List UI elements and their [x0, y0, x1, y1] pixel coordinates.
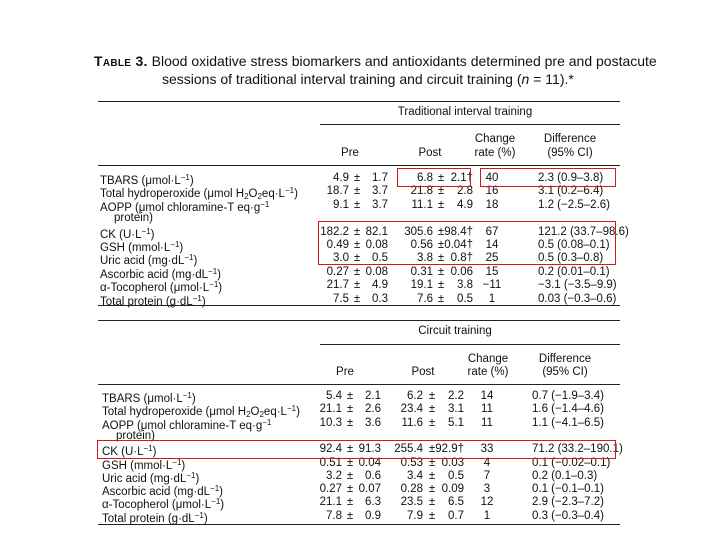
row-label: AOPP (μmol chloramine-T $eq\cdot g^{-1}$ [102, 417, 272, 432]
post-mean: 23.4 [400, 403, 423, 416]
post-sd: 0.7 [448, 509, 464, 522]
pre-plus-minus: ± [353, 172, 361, 184]
col-header-pre-traditional: Pre [341, 147, 359, 159]
pre-mean: 4.9 [333, 172, 349, 184]
difference-ci: 0.1 (−0.1–0.1) [532, 483, 604, 496]
change-rate: 7 [483, 469, 491, 482]
pre-mean: 21.7 [326, 279, 349, 292]
caption-end: ).* [559, 71, 574, 87]
pre-mean: 9.1 [333, 198, 349, 211]
row-label: α-Tocopherol $(\mu mol\cdot L^{-1})$ [102, 497, 225, 512]
post-sd: 6.5 [448, 496, 464, 509]
change-rate: 12 [480, 496, 494, 509]
post-plus-minus: ± [437, 172, 445, 184]
difference-ci: 0.7 (−1.9–3.4) [532, 390, 604, 402]
change-rate: 1 [483, 509, 491, 522]
change-rate: 4 [483, 456, 491, 469]
row-label: Ascorbic acid $(mg\cdot dL^{-1})$ [102, 484, 223, 499]
pre-sd: 0.04 [358, 456, 381, 469]
row-label: protein) [114, 212, 153, 225]
pre-sd: 1.7 [372, 172, 388, 184]
change-rate: 25 [485, 252, 499, 265]
row-label: GSH $(mmol\cdot L^{-1})$ [100, 240, 184, 254]
difference-ci: 0.2 (0.1–0.3) [532, 469, 598, 482]
post-mean: 0.56 [410, 239, 433, 251]
section-title-circuit: Circuit training [418, 325, 492, 337]
col-header-post-circuit: Post [411, 366, 435, 378]
post-mean: 21.8 [410, 185, 433, 198]
post-mean: 255.4 [394, 443, 423, 456]
pre-sd: 0.08 [365, 239, 388, 251]
pre-plus-minus: ± [346, 416, 354, 429]
post-mean: 11.6 [401, 416, 423, 429]
pre-sd: 0.9 [365, 509, 381, 522]
bottom-rule-traditional [98, 305, 620, 306]
post-sd: 2.2 [448, 390, 464, 402]
pre-plus-minus: ± [353, 252, 361, 265]
pre-plus-minus: ± [346, 496, 354, 509]
post-plus-minus: ± [428, 390, 436, 402]
pre-mean: 182.2 [320, 225, 349, 238]
pre-plus-minus: ± [353, 279, 361, 292]
section-title-traditional: Traditional interval training [397, 106, 533, 118]
table-row [0, 238, 720, 252]
col-header-pre-circuit: Pre [336, 366, 354, 378]
change-rate: 1 [488, 292, 496, 305]
change-rate: 14 [480, 390, 494, 402]
table-row [0, 265, 720, 279]
pre-plus-minus: ± [346, 509, 354, 522]
post-plus-minus: ± [428, 456, 436, 469]
post-mean: 7.6 [417, 292, 433, 305]
post-plus-minus: ± [437, 252, 445, 265]
col-header-diff-2-circuit: (95% CI) [542, 366, 588, 378]
pre-mean: 0.27 [326, 265, 349, 278]
pre-plus-minus: ± [353, 239, 361, 251]
post-mean: 305.6 [404, 225, 433, 238]
pre-sd: 2.1 [365, 390, 381, 402]
table-row [0, 442, 720, 459]
difference-ci: 0.1 (−0.02–0.1) [532, 456, 611, 469]
spanner-rule-traditional [320, 124, 620, 125]
table-row [0, 495, 720, 512]
pre-plus-minus: ± [353, 292, 361, 305]
post-plus-minus: ± [428, 509, 436, 522]
post-sd: 4.9 [457, 198, 473, 211]
pre-mean: 21.1 [319, 496, 342, 509]
post-sd: 0.5 [448, 469, 464, 482]
row-label: Total hydroperoxide (μmol $H_2O_2eq\cdot L^{-1}$) [100, 186, 298, 202]
post-plus-minus: ± [428, 403, 436, 416]
table-row [0, 171, 720, 185]
post-mean: 23.5 [400, 496, 423, 509]
post-plus-minus: ± [428, 469, 436, 482]
row-label: Uric acid $(mg\cdot dL^{-1})$ [102, 470, 200, 485]
row-label: Total protein $(g\cdot dL^{-1})$ [100, 293, 206, 308]
table-row [0, 402, 720, 420]
pre-sd: 0.6 [365, 469, 381, 482]
post-sd: 0.09 [441, 483, 464, 496]
post-sd: 0.06 [450, 265, 473, 278]
table-caption [94, 52, 704, 88]
pre-plus-minus: ± [346, 456, 354, 469]
post-mean: 6.2 [407, 390, 423, 402]
pre-mean: 3.0 [333, 252, 349, 265]
table-row [0, 456, 720, 470]
post-sd: 92.9† [435, 443, 464, 456]
caption-n-symbol: n [521, 71, 530, 87]
pre-mean: 7.8 [326, 509, 342, 522]
pre-mean: 0.51 [319, 456, 342, 469]
pre-mean: 18.7 [326, 185, 349, 198]
post-sd: 0.04† [444, 239, 473, 251]
table-label: Table 3. [94, 53, 148, 69]
pre-sd: 82.1 [365, 225, 388, 238]
table-row [0, 429, 720, 443]
difference-ci: 0.2 (0.01–0.1) [538, 265, 610, 278]
pre-sd: 91.3 [358, 443, 381, 456]
caption-line-1 [94, 52, 704, 70]
post-plus-minus: ± [428, 496, 436, 509]
table-row [0, 198, 720, 212]
table-row [0, 251, 720, 268]
post-plus-minus: ± [428, 443, 436, 456]
post-mean: 3.8 [417, 252, 433, 265]
change-rate: 11 [481, 416, 493, 429]
table-row [0, 184, 720, 202]
difference-ci: 71.2 (33.2–190.1) [532, 443, 623, 456]
pre-plus-minus: ± [353, 265, 361, 278]
change-rate: 33 [480, 443, 494, 456]
pre-sd: 3.6 [365, 416, 381, 429]
pre-plus-minus: ± [346, 469, 354, 482]
table-row [0, 225, 720, 239]
pre-sd: 2.6 [365, 403, 381, 416]
pre-mean: 3.2 [326, 469, 342, 482]
caption-n-value: = 11 [529, 71, 560, 87]
difference-ci: 0.5 (0.08–0.1) [538, 239, 610, 251]
change-rate: 11 [481, 403, 493, 416]
table-row [0, 211, 720, 225]
pre-mean: 7.5 [333, 292, 349, 305]
table-row [0, 416, 720, 430]
post-sd: 5.1 [448, 416, 464, 429]
difference-ci: 3.1 (0.2–6.4) [538, 185, 604, 198]
row-label: TBARS $(\mu mol\cdot L^{-1})$ [100, 173, 194, 187]
pre-plus-minus: ± [353, 225, 361, 238]
pre-sd: 0.5 [372, 252, 388, 265]
post-plus-minus: ± [428, 483, 436, 496]
pre-mean: 21.1 [319, 403, 342, 416]
post-mean: 0.28 [400, 483, 423, 496]
post-plus-minus: ± [437, 279, 445, 292]
pre-mean: 0.49 [326, 239, 349, 251]
post-sd: 0.8† [450, 252, 473, 265]
row-label: TBARS $(\mu mol\cdot L^{-1})$ [102, 391, 196, 405]
post-plus-minus: ± [437, 239, 445, 251]
difference-ci: 1.2 (−2.5–2.6) [538, 198, 610, 211]
bottom-rule-circuit [98, 524, 620, 525]
caption-line-2 [94, 70, 704, 88]
col-header-change-2-circuit: rate (%) [467, 366, 509, 378]
post-mean: 11.1 [411, 198, 433, 211]
post-plus-minus: ± [437, 292, 445, 305]
pre-mean: 10.3 [319, 416, 342, 429]
pre-mean: 92.4 [319, 443, 342, 456]
change-rate: −11 [482, 279, 502, 292]
table-row [0, 469, 720, 483]
difference-ci: 0.5 (0.3–0.8) [538, 252, 604, 265]
post-mean: 0.53 [400, 456, 423, 469]
row-label: Ascorbic acid $(mg\cdot dL^{-1})$ [100, 266, 221, 281]
pre-plus-minus: ± [346, 403, 354, 416]
row-label: Total hydroperoxide (μmol $H_2O_2eq\cdot L^{-1}$) [102, 404, 300, 420]
post-mean: 3.4 [407, 469, 423, 482]
post-sd: 3.1 [448, 403, 464, 416]
difference-ci: 0.3 (−0.3–0.4) [532, 509, 604, 522]
pre-sd: 3.7 [372, 185, 388, 198]
post-sd: 0.03 [441, 456, 464, 469]
post-mean: 7.9 [407, 509, 423, 522]
difference-ci: −3.1 (−3.5–9.9) [538, 279, 617, 292]
post-mean: 0.31 [410, 265, 433, 278]
pre-mean: 0.27 [319, 483, 342, 496]
change-rate: 18 [485, 198, 499, 211]
post-mean: 19.1 [410, 279, 433, 292]
post-plus-minus: ± [437, 198, 445, 211]
change-rate: 15 [485, 265, 499, 278]
post-plus-minus: ± [437, 265, 445, 278]
row-label: CK $(U\cdot L^{-1})$ [100, 226, 155, 241]
pre-plus-minus: ± [346, 390, 354, 402]
top-rule-circuit [98, 320, 620, 321]
post-mean: 6.8 [417, 172, 433, 184]
change-rate: 40 [485, 172, 499, 184]
col-header-diff-1-traditional: Difference [543, 133, 597, 145]
col-header-change-1-circuit: Change [467, 353, 509, 365]
table-row [0, 278, 720, 295]
change-rate: 3 [483, 483, 491, 496]
col-header-diff-1-circuit: Difference [538, 353, 592, 365]
post-plus-minus: ± [428, 416, 436, 429]
difference-ci: 1.6 (−1.4–4.6) [532, 403, 604, 416]
header-rule-traditional [98, 165, 620, 166]
difference-ci: 0.03 (−0.3–0.6) [538, 292, 617, 305]
change-rate: 14 [485, 239, 499, 251]
caption-text-2: sessions of traditional interval training and circuit training ( [162, 71, 522, 87]
table-row [0, 292, 720, 306]
row-label: GSH $(mmol\cdot L^{-1})$ [102, 457, 186, 472]
pre-sd: 0.3 [372, 292, 388, 305]
pre-plus-minus: ± [346, 483, 354, 496]
pre-sd: 6.3 [365, 496, 381, 509]
header-rule-circuit [98, 384, 620, 385]
col-header-change-1-traditional: Change [474, 133, 516, 145]
pre-mean: 5.4 [326, 390, 342, 402]
col-header-diff-2-traditional: (95% CI) [547, 147, 593, 159]
pre-sd: 0.07 [358, 483, 381, 496]
pre-plus-minus: ± [353, 185, 361, 198]
caption-text-1: Blood oxidative stress biomarkers and antioxidants determined pre and postacute [151, 53, 657, 69]
pre-sd: 4.9 [372, 279, 388, 292]
difference-ci: 2.9 (−2.3–7.2) [532, 496, 604, 509]
row-label: Uric acid $(mg\cdot dL^{-1})$ [100, 253, 198, 268]
row-label: AOPP (μmol chloramine-T $eq\cdot g^{-1}$ [100, 199, 270, 214]
top-rule-traditional [98, 101, 620, 102]
change-rate: 16 [485, 185, 499, 198]
post-sd: 0.5 [457, 292, 473, 305]
change-rate: 67 [485, 225, 499, 238]
pre-plus-minus: ± [353, 198, 361, 211]
col-header-post-traditional: Post [418, 147, 442, 159]
table-row [0, 509, 720, 523]
post-plus-minus: ± [437, 225, 445, 238]
difference-ci: 2.3 (0.9–3.8) [538, 172, 604, 184]
table-row [0, 389, 720, 403]
row-label: CK $(U\cdot L^{-1})$ [102, 444, 157, 459]
post-plus-minus: ± [437, 185, 445, 198]
table-row [0, 482, 720, 499]
difference-ci: 1.1 (−4.1–6.5) [532, 416, 604, 429]
row-label: α-Tocopherol $(\mu mol\cdot L^{-1})$ [100, 280, 223, 295]
spanner-rule-circuit [320, 344, 620, 345]
row-label: protein) [116, 429, 155, 442]
row-label: Total protein $(g\cdot dL^{-1})$ [102, 510, 208, 525]
post-sd: 98.4† [444, 225, 473, 238]
post-sd: 3.8 [457, 279, 473, 292]
post-sd: 2.1† [450, 172, 473, 184]
pre-sd: 3.7 [372, 198, 388, 211]
pre-plus-minus: ± [346, 443, 354, 456]
difference-ci: 121.2 (33.7–98.6) [538, 225, 629, 238]
col-header-change-2-traditional: rate (%) [474, 147, 516, 159]
post-sd: 2.8 [457, 185, 473, 198]
pre-sd: 0.08 [365, 265, 388, 278]
